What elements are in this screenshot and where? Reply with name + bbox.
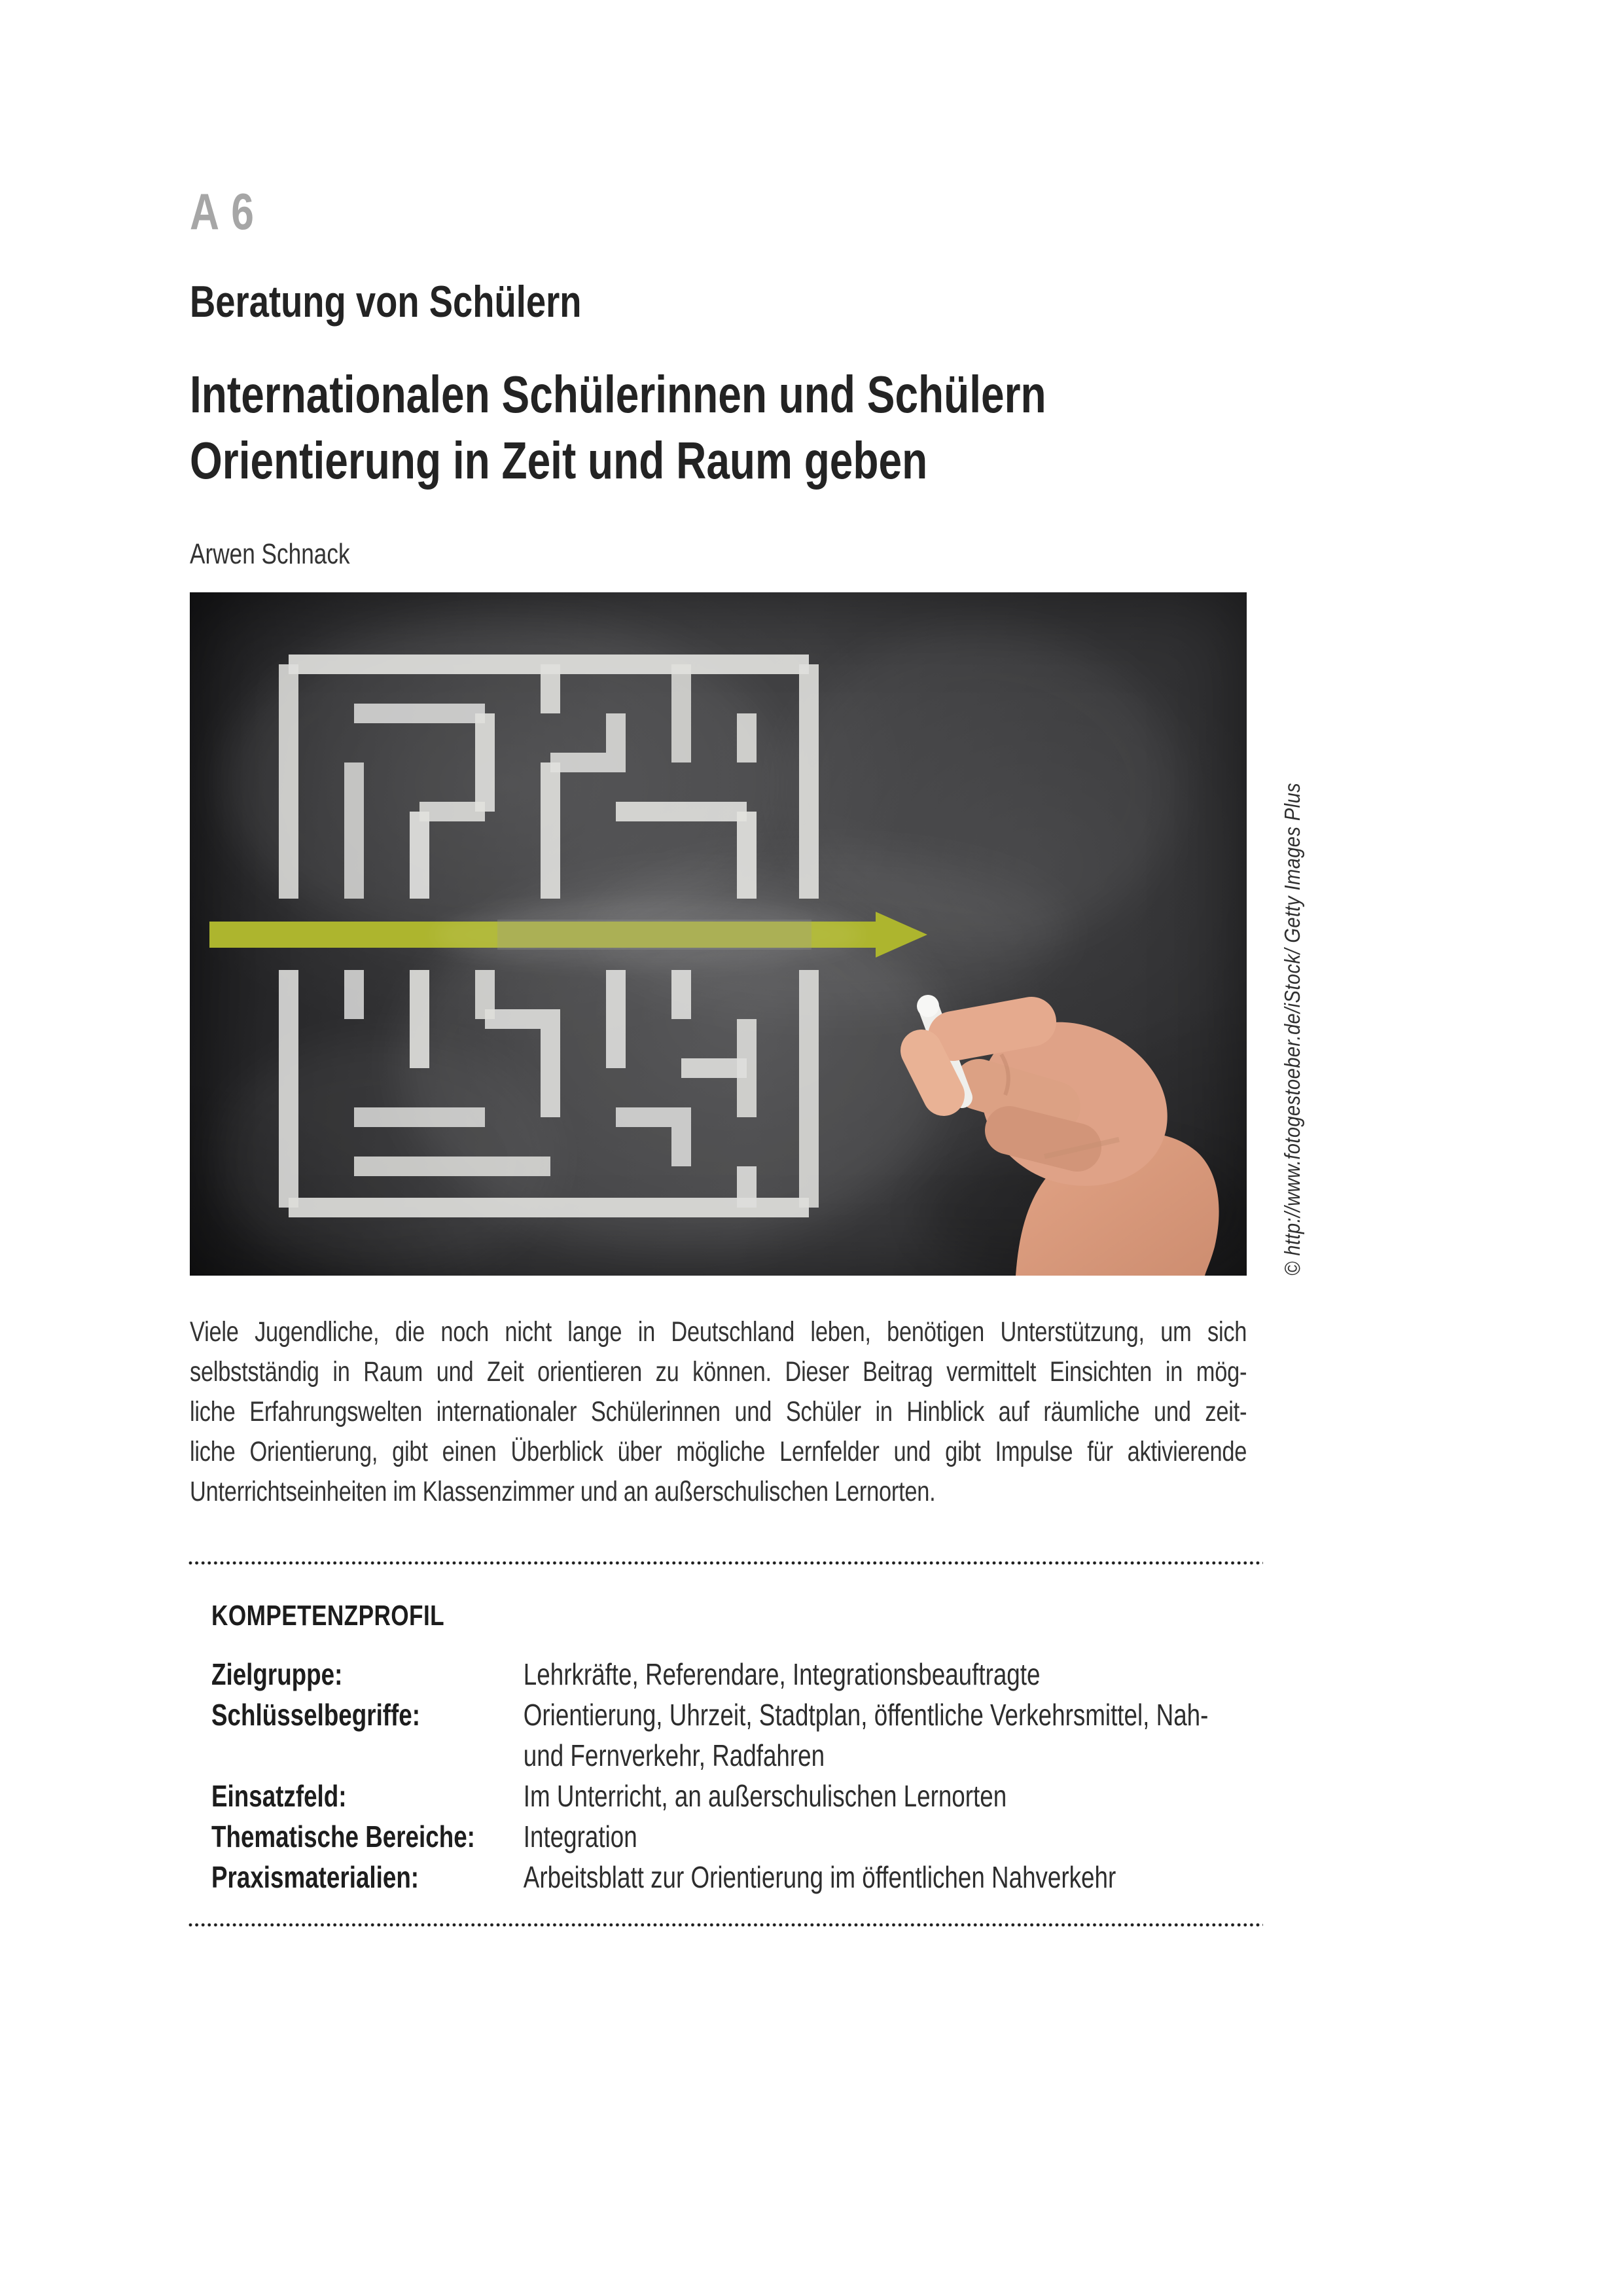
profile-row	[211, 1857, 1263, 1897]
section-code: A 6	[190, 183, 255, 240]
profile-row-label: Thematische Bereiche:	[211, 1820, 475, 1854]
index-finger	[953, 1022, 1031, 1036]
profile-value-line: Lehrkräfte, Referendare, Integrationsbeauftragte	[523, 1657, 1041, 1691]
profile-row-label: Zielgruppe:	[211, 1657, 343, 1691]
image-credit-text: © http://www.fotogestoeber.de/iStock/ Getty Images Plus	[1280, 782, 1304, 1276]
category-heading: Beratung von Schülern	[190, 277, 582, 327]
profile-value-line: und Fernverkehr, Radfahren	[523, 1738, 825, 1772]
profile-value-line: Orientierung, Uhrzeit, Stadtplan, öffentliche Verkehrsmittel, Nah-	[523, 1698, 1209, 1732]
profile-row	[211, 1695, 1263, 1776]
maze-figure	[190, 592, 1247, 1276]
profile-row-value	[524, 1776, 1263, 1816]
profile-rows	[211, 1654, 1263, 1897]
profile-row-label: Praxismaterialien:	[211, 1860, 419, 1894]
profile-value-line: Im Unterricht, an außerschulischen Lernorten	[523, 1779, 1007, 1813]
profile-row-value	[524, 1816, 1263, 1857]
abstract-line: liche Erfahrungswelten internationaler Schülerinnen und Schüler in Hinblick auf räumliche und zeit-	[190, 1396, 1247, 1427]
profile-row-label: Schlüsselbegriffe:	[211, 1698, 421, 1732]
profile-row-value	[524, 1857, 1263, 1897]
hand-illustration	[917, 995, 1247, 1276]
abstract-line: liche Orientierung, gibt einen Überblick über mögliche Lernfelder und gibt Impulse für aktivierende	[190, 1436, 1247, 1467]
thumb	[921, 1050, 944, 1095]
profile-row-value	[524, 1654, 1263, 1695]
abstract	[190, 1312, 1247, 1512]
abstract-line: Unterrichtseinheiten im Klassenzimmer und an außerschulischen Lernorten.	[190, 1476, 936, 1507]
chalk-tip	[917, 995, 939, 1017]
ring-finger	[1009, 1130, 1077, 1147]
profile-row-label: Einsatzfeld:	[211, 1779, 347, 1813]
profile-row	[211, 1816, 1263, 1857]
profile-row	[211, 1776, 1263, 1816]
author-name: Arwen Schnack	[190, 538, 350, 570]
maze-figure-svg	[190, 592, 1247, 1276]
page-title	[190, 361, 1046, 493]
middle-finger	[979, 1085, 1055, 1107]
dotted-divider-top	[188, 1561, 1263, 1565]
profile-value-line: Arbeitsblatt zur Orientierung im öffentlichen Nahverkehr	[523, 1860, 1116, 1894]
page-title-line1: Internationalen Schülerinnen und Schülern	[190, 365, 1046, 423]
abstract-line: Viele Jugendliche, die noch nicht lange in Deutschland leben, benötigen Unterstützung, um sich	[190, 1316, 1247, 1348]
profile-heading: KOMPETENZPROFIL	[211, 1600, 445, 1632]
dotted-divider-bottom	[188, 1923, 1263, 1927]
page-title-line2: Orientierung in Zeit und Raum geben	[190, 431, 928, 490]
abstract-line: selbstständig in Raum und Zeit orientieren zu können. Dieser Beitrag vermittelt Einsichten in mög-	[190, 1356, 1247, 1388]
profile-row	[211, 1654, 1263, 1695]
profile-row-value	[524, 1695, 1263, 1776]
profile-value-line: Integration	[523, 1820, 637, 1854]
